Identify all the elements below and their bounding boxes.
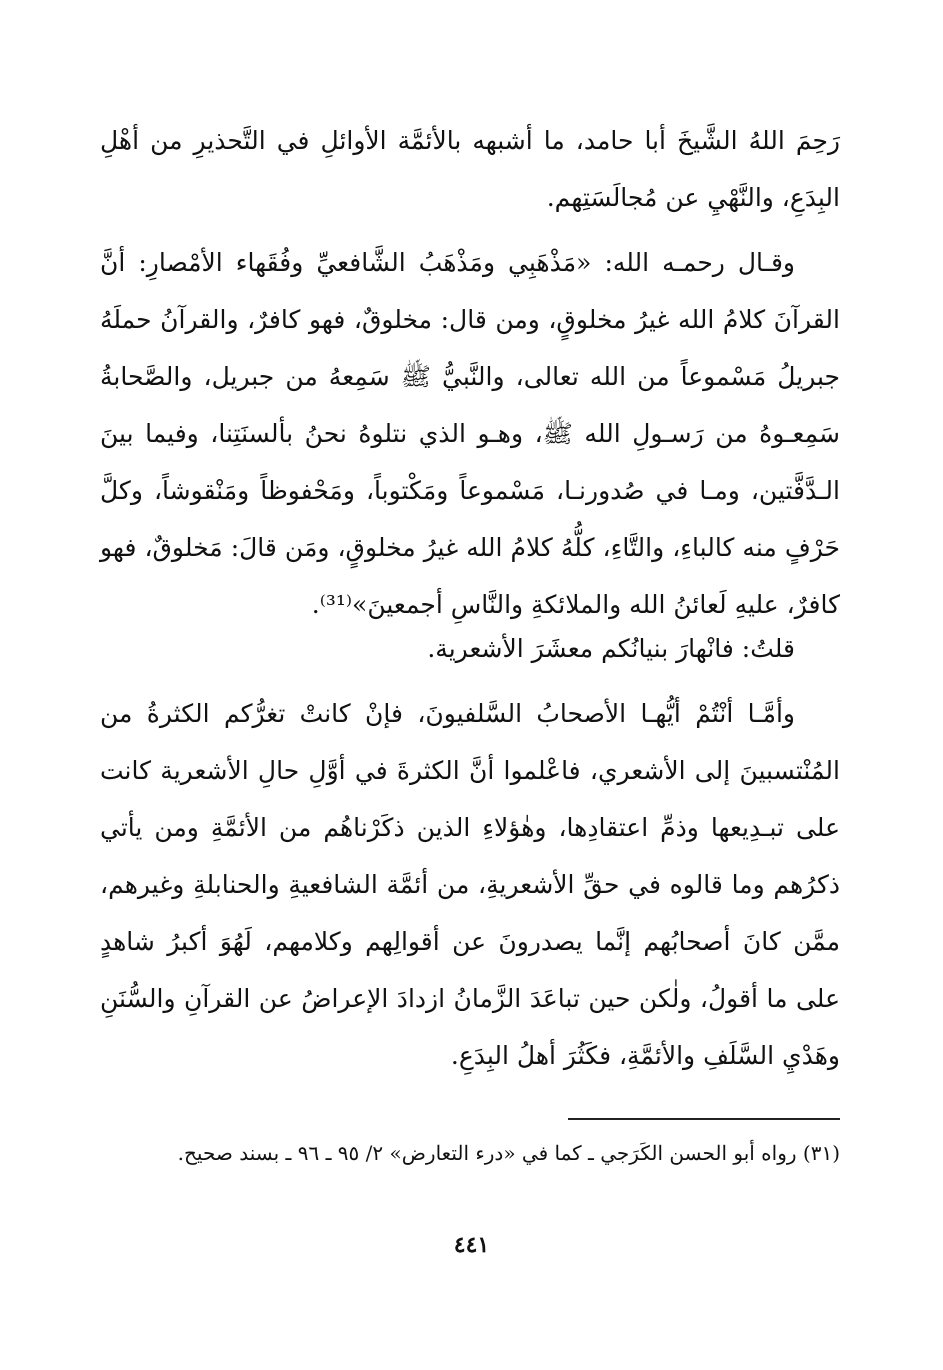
paragraph-1: رَحِمَ اللهُ الشَّيخَ أبا حامد، ما أشبهه بالأئمَّة الأوائلِ في التَّحذيرِ من أهْلِ البِدَعِ، والنَّهْيِ عن مُجالَسَتِهم. [100,126,840,212]
paragraph-4: وأمَّـا أنْتُمْ أيُّهـا الأصحابُ السَّلفيونَ، فإنْ كانتْ تغرُّكم الكثرةُ من المُنْتسبينَ إلى الأشعري، فاعْلموا أنَّ الكثرةَ في أوَّلِ حالِ الأشعرية كانت على تبـدِيعها وذمِّ اعتقادِها، وهٰؤلاءِ الذين ذكَرْناهُم من الأئمَّةِ ومن يأتي ذكرُهم وما قالوه في حقِّ الأشعريةِ، من أئمَّة الشافعيةِ والحنابلةِ وغيرهم، ممَّن كانَ أصحابُهم إنَّما يصدرونَ عن أقوالِهم وكلامهم، لَهُوَ أكبرُ شاهدٍ على ما أقولُ، ولٰكن حين تباعَدَ الزَّمانُ ازدادَ الإعراضُ عن القرآنِ والسُّنَنِ وهَدْيِ السَّلَفِ والأئمَّةِ، فكَثُرَ أهلُ البِدَعِ. [100,699,840,1070]
page-number: ٤٤١ [453,1232,490,1258]
paragraph-3: قلتُ: فانْهارَ بنيانُكم معشَرَ الأشعرية. [427,634,795,663]
footnote-31: (٣١) رواه أبو الحسن الكَرَجي ـ كما في «درء التعارض» ٢/ ٩٥ ـ ٩٦ ـ بسند صحيح. [177,1141,840,1165]
footnote-divider [568,1118,840,1120]
paragraph-2: وقـال رحمـه الله: «مَذْهَبِي ومَذْهَبُ الشَّافعيِّ وفُقَهاء الأمْصارِ: أنَّ القرآنَ كلامُ الله غيرُ مخلوقٍ، ومن قال: مخلوقٌ، فهو كافرٌ، والقرآنُ حملَهُ جبريلُ مَسْموعاً من الله تعالى، والنَّبيُّ ﷺ سَمِعهُ من جبريل، والصَّحابةُ سَمِعـوهُ من رَسـولِ الله ﷺ، وهـو الذي نتلوهُ نحنُ بألسنَتِنا، وفيما بينَ الـدَّفَّتين، ومـا في صُدورنـا، مَسْموعاً ومَكْتوباً، ومَحْفوظاً ومَنْقوشاً، وكلَّ حَرْفٍ منه كالباءِ، والتَّاءِ، كلُّهُ كلامُ الله غيرُ مخلوقٍ، ومَن قالَ: مَخلوقٌ، فهو كافرٌ، عليهِ لَعائنُ الله والملائكةِ والنَّاسِ أجمعينَ»⁽³¹⁾. [100,248,840,619]
